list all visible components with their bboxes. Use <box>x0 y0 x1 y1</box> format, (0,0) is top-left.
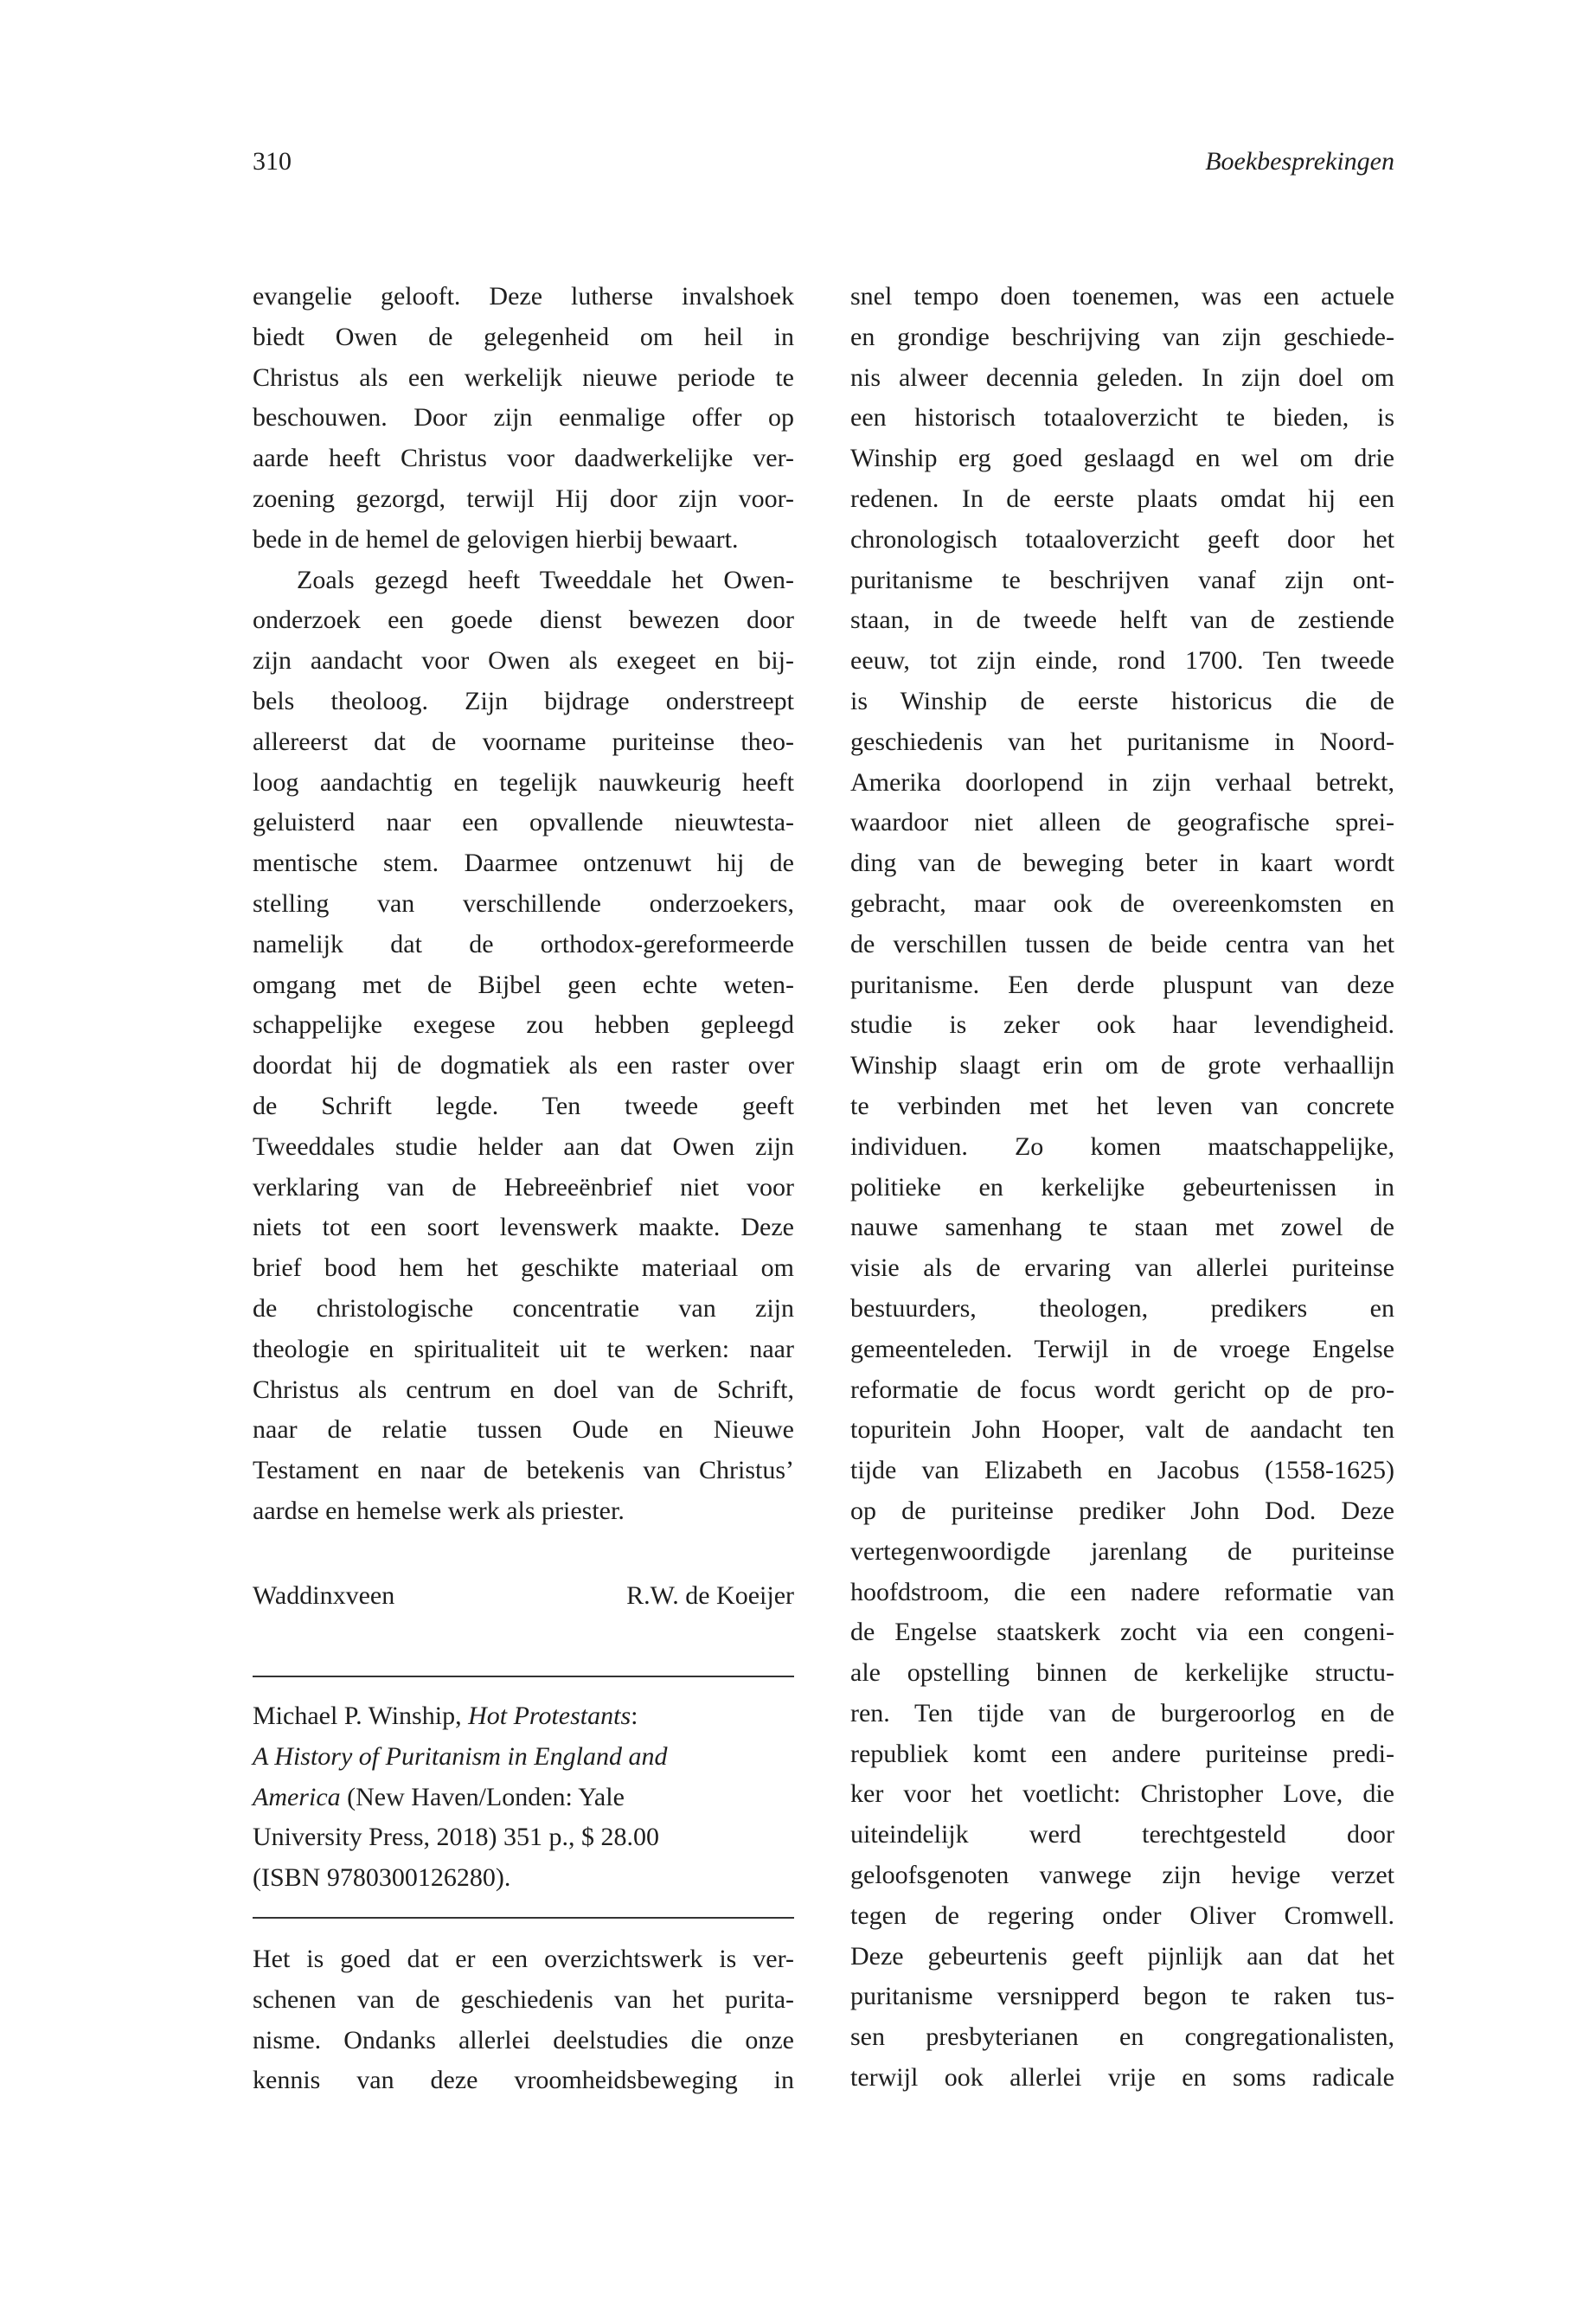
text-line: aarde heeft Christus voor daadwerkelijke ver- <box>253 444 794 473</box>
text-line: puritanisme versnipperd begon te raken tus- <box>850 1982 1394 2011</box>
text-line: redenen. In de eerste plaats omdat hij een <box>850 484 1394 513</box>
text-line: politieke en kerkelijke gebeurtenissen in <box>850 1172 1394 1202</box>
text-line: puritanisme te beschrijven vanaf zijn ont- <box>850 565 1394 594</box>
reference-line <box>253 1696 794 1737</box>
text-line: bede in de hemel de gelovigen hierbij bewaart. <box>253 524 739 554</box>
review-signature <box>253 1576 794 1617</box>
divider-top <box>253 1676 794 1677</box>
text-line: Tweeddales studie helder aan dat Owen zijn <box>253 1131 794 1161</box>
text-line: gemeenteleden. Terwijl in de vroege Engelse <box>850 1334 1394 1363</box>
text-line: te verbinden met het leven van concrete <box>850 1091 1394 1120</box>
reference-line <box>253 1737 794 1778</box>
text-line: Christus als een werkelijk nieuwe periode te <box>253 362 794 392</box>
text-line: de Engelse staatskerk zocht via een congeni- <box>850 1618 1394 1647</box>
text-line: Winship slaagt erin om de grote verhaallijn <box>850 1051 1394 1080</box>
review-text-start <box>253 1939 794 2101</box>
text-line: Testament en naar de betekenis van Christus’ <box>253 1456 794 1485</box>
text-line: topuritein John Hooper, valt de aandacht ten <box>850 1415 1394 1445</box>
text-line: geloofsgenoten vanwege zijn hevige verzet <box>850 1861 1394 1890</box>
text-line: beschouwen. Door zijn eenmalige offer op <box>253 403 794 433</box>
signature-place: Waddinxveen <box>253 1581 395 1610</box>
text-line: geluisterd naar een opvallende nieuwtesta- <box>253 808 794 837</box>
running-title: Boekbesprekingen <box>1205 147 1394 176</box>
reference-segment: (New Haven/Londen: Yale <box>340 1782 625 1811</box>
text-line: nis alweer decennia geleden. In zijn doel om <box>850 362 1394 392</box>
text-line: evangelie gelooft. Deze lutherse invalshoek <box>253 282 794 311</box>
text-line: sen presbyterianen en congregationalisten, <box>850 2022 1394 2052</box>
text-line: biedt Owen de gelegenheid om heil in <box>253 322 794 351</box>
text-line: de christologische concentratie van zijn <box>253 1293 794 1323</box>
page-number: 310 <box>253 147 292 176</box>
text-line: bestuurders, theologen, predikers en <box>850 1293 1394 1323</box>
text-line: republiek komt een andere puriteinse predi- <box>850 1739 1394 1768</box>
text-line: is Winship de eerste historicus die de <box>850 686 1394 715</box>
text-line: doordat hij de dogmatiek als een raster over <box>253 1051 794 1080</box>
text-line: reformatie de focus wordt gericht op de pro- <box>850 1375 1394 1404</box>
text-line: namelijk dat de orthodox-gereformeerde <box>253 929 794 958</box>
text-line: de verschillen tussen de beide centra van het <box>850 929 1394 958</box>
text-line: Deze gebeurtenis geeft pijnlijk aan dat het <box>850 1941 1394 1971</box>
reviewed-book-reference <box>253 1696 794 1899</box>
reference-segment: (ISBN 9780300126280). <box>253 1863 511 1893</box>
reference-segment: : <box>631 1702 638 1730</box>
text-line: uiteindelijk werd terechtgesteld door <box>850 1820 1394 1849</box>
text-line: geschiedenis van het puritanisme in Noord- <box>850 727 1394 756</box>
text-line: loog aandachtig en tegelijk nauwkeurig heeft <box>253 767 794 797</box>
text-line: naar de relatie tussen Oude en Nieuwe <box>253 1415 794 1445</box>
text-line: en grondige beschrijving van zijn geschiede- <box>850 322 1394 351</box>
text-line: aardse en hemelse werk als priester. <box>253 1496 625 1525</box>
text-line: tegen de regering onder Oliver Cromwell. <box>850 1900 1394 1930</box>
text-line: stelling van verschillende onderzoekers, <box>253 888 794 918</box>
text-line: brief bood hem het geschikte materiaal om <box>253 1253 794 1283</box>
text-line: Het is goed dat er een overzichtswerk is ver- <box>253 1945 794 1973</box>
text-line: tijde van Elizabeth en Jacobus (1558-1625) <box>850 1456 1394 1485</box>
book-title-segment: A History of Puritanism in England and <box>253 1741 668 1771</box>
text-line: ren. Ten tijde van de burgeroorlog en de <box>850 1698 1394 1727</box>
reference-segment: University Press, 2018) 351 p., $ 28.00 <box>253 1823 659 1852</box>
text-line: zijn aandacht voor Owen als exegeet en bij- <box>253 646 794 676</box>
reference-line <box>253 1778 794 1818</box>
text-line: gebracht, maar ook de overeenkomsten en <box>850 888 1394 918</box>
text-line: visie als de ervaring van allerlei puriteinse <box>850 1253 1394 1283</box>
text-line: schappelijke exegese zou hebben gepleegd <box>253 1010 794 1040</box>
book-title-segment: Hot Protestants <box>468 1702 631 1730</box>
text-line: nauwe samenhang te staan met zowel de <box>850 1213 1394 1242</box>
text-line: kennis van deze vroomheidsbeweging in <box>253 2066 794 2095</box>
text-line: zoening gezorgd, terwijl Hij door zijn voor- <box>253 484 794 513</box>
text-line: chronologisch totaaloverzicht geeft door het <box>850 524 1394 554</box>
text-line: de Schrift legde. Ten tweede geeft <box>253 1091 794 1120</box>
text-line: ale opstelling binnen de kerkelijke structu- <box>850 1658 1394 1688</box>
signature-author: R.W. de Koeijer <box>626 1581 794 1610</box>
text-line: omgang met de Bijbel geen echte weten- <box>253 970 794 999</box>
text-line: Zoals gezegd heeft Tweeddale het Owen- <box>297 565 794 594</box>
text-line: snel tempo doen toenemen, was een actuele <box>850 282 1394 311</box>
text-line: vertegenwoordigde jarenlang de puriteinse <box>850 1536 1394 1566</box>
text-line: ding van de beweging beter in kaart wordt <box>850 849 1394 878</box>
text-line: mentische stem. Daarmee ontzenuwt hij de <box>253 849 794 878</box>
text-line: verklaring van de Hebreeënbrief niet voor <box>253 1172 794 1202</box>
text-line: ker voor het voetlicht: Christopher Love, die <box>850 1779 1394 1809</box>
text-line: staan, in de tweede helft van de zestiende <box>850 606 1394 635</box>
text-line: waardoor niet alleen de geografische sprei- <box>850 808 1394 837</box>
text-line: bels theoloog. Zijn bijdrage onderstreept <box>253 686 794 715</box>
text-line: een historisch totaaloverzicht te bieden, is <box>850 403 1394 433</box>
book-title-segment: America <box>253 1782 341 1811</box>
text-line: schenen van de geschiedenis van het purita- <box>253 1984 794 2014</box>
text-line: allereerst dat de voorname puriteinse theo- <box>253 727 794 756</box>
text-line: niets tot een soort levenswerk maakte. Deze <box>253 1213 794 1242</box>
divider-bottom <box>253 1917 794 1919</box>
text-line: onderzoek een goede dienst bewezen door <box>253 606 794 635</box>
text-line: eeuw, tot zijn einde, rond 1700. Ten tweede <box>850 646 1394 676</box>
reference-line <box>253 1817 794 1858</box>
text-line: Winship erg goed geslaagd en wel om drie <box>850 444 1394 473</box>
text-line: nisme. Ondanks allerlei deelstudies die onze <box>253 2025 794 2054</box>
text-line: terwijl ook allerlei vrije en soms radicale <box>850 2063 1394 2093</box>
text-line: Christus als centrum en doel van de Schrift, <box>253 1375 794 1404</box>
right-column <box>850 277 1394 2099</box>
text-line: op de puriteinse prediker John Dod. Deze <box>850 1496 1394 1525</box>
reference-line <box>253 1858 794 1899</box>
text-line: hoofdstroom, die een nadere reformatie van <box>850 1577 1394 1606</box>
reference-segment: Michael P. Winship, <box>253 1702 469 1730</box>
text-line: Amerika doorlopend in zijn verhaal betrekt, <box>850 767 1394 797</box>
text-line: studie is zeker ook haar levendigheid. <box>850 1010 1394 1040</box>
text-line: theologie en spiritualiteit uit te werken: naar <box>253 1334 794 1363</box>
text-line: puritanisme. Een derde pluspunt van deze <box>850 970 1394 999</box>
left-column <box>253 277 794 1532</box>
text-line: individuen. Zo komen maatschappelijke, <box>850 1131 1394 1161</box>
